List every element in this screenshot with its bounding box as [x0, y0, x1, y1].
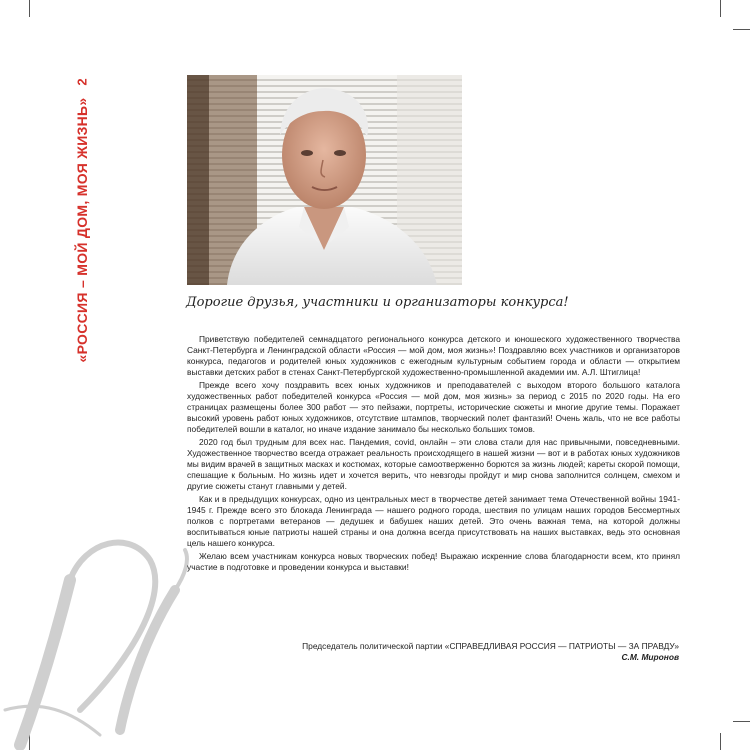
letter-paragraph: Прежде всего хочу поздравить всех юных художников и преподавателей с выходом второго большого каталога художественных работ победителей конкурса «Россия — мой дом, моя жизнь» за период с 2015 по 2020 годы. На его страницах размещены более 300 работ — это пейзажи, портреты, исторические сюжеты и многие другие темы. Поражает высокий уровень работ юных художников, отсутствие штампов, творческий полет фантазий! Очень жаль, что не все работы победителей вошли в каталог, но иначе издание занимало бы несколько больших томов.: [187, 380, 680, 434]
signature-block: [229, 641, 679, 663]
letter-body: [187, 334, 680, 575]
letter-paragraph: Приветствую победителей семнадцатого регионального конкурса детского и юношеского художественного творчества Санкт-Петербурга и Ленинградской области «Россия — мой дом, моя жизнь»! Поздравляю всех участников и организаторов конкурса, педагогов и родителей юных художников с ежегодным культурным событием города и области — открытием выставки детских работ в стенах Санкт-Петербургской художественно-промышленной академии им. А.Л. Штиглица!: [187, 334, 680, 377]
crop-mark-bottom-right: [720, 733, 721, 750]
letter-paragraph: 2020 год был трудным для всех нас. Пандемия, covid, онлайн – эти слова стали для нас привычными, повседневными. Художественное творчество всегда отражает реальность происходящего в нашей жизни — вот и в работах юных художников мы видим врачей в защитных масках и костюмах, которые самоотверженно борются за жизнь людей; кареты скорой помощи, спешащие к больным. Но жизнь идет и хочется верить, что невзгоды пройдут и мир снова заполнится солнцем, смехом и другие сюжеты станут главными у детей.: [187, 437, 680, 491]
signature-name: С.М. Миронов: [621, 652, 679, 662]
page-number: 2: [74, 78, 90, 86]
crop-mark-top-left: [29, 0, 30, 17]
watermark-monogram: [0, 520, 190, 750]
side-title: «РОССИЯ – МОЙ ДОМ, МОЯ ЖИЗНЬ»: [74, 97, 90, 363]
letter-greeting: Дорогие друзья, участники и организаторы конкурса!: [186, 295, 569, 310]
crop-mark-right-top: [733, 29, 750, 30]
portrait-photo: [187, 75, 462, 285]
crop-mark-top-right: [720, 0, 721, 17]
signature-title: Председатель политической партии «СПРАВЕДЛИВАЯ РОССИЯ — ПАТРИОТЫ — ЗА ПРАВДУ»: [302, 641, 679, 651]
crop-mark-right-bottom: [733, 721, 750, 722]
letter-paragraph: Желаю всем участникам конкурса новых творческих побед! Выражаю искренние слова благодарности всем, кто принял участие в подготовке и проведении конкурса и выставки!: [187, 551, 680, 572]
letter-paragraph: Как и в предыдущих конкурсах, одно из центральных мест в творчестве детей занимает тема Отечественной войны 1941-1945 г. Прежде всего это блокада Ленинграда — нашего родного города, шествия по улицам наших городов Бессмертных полков с портретами ветеранов — дедушек и бабушек наших детей. Это очень важная тема, на которой должны воспитываться юные патриоты нашей страны и она должна всегда присутствовать на наших выставках, ведь это основная цель нашего конкурса.: [187, 494, 680, 548]
